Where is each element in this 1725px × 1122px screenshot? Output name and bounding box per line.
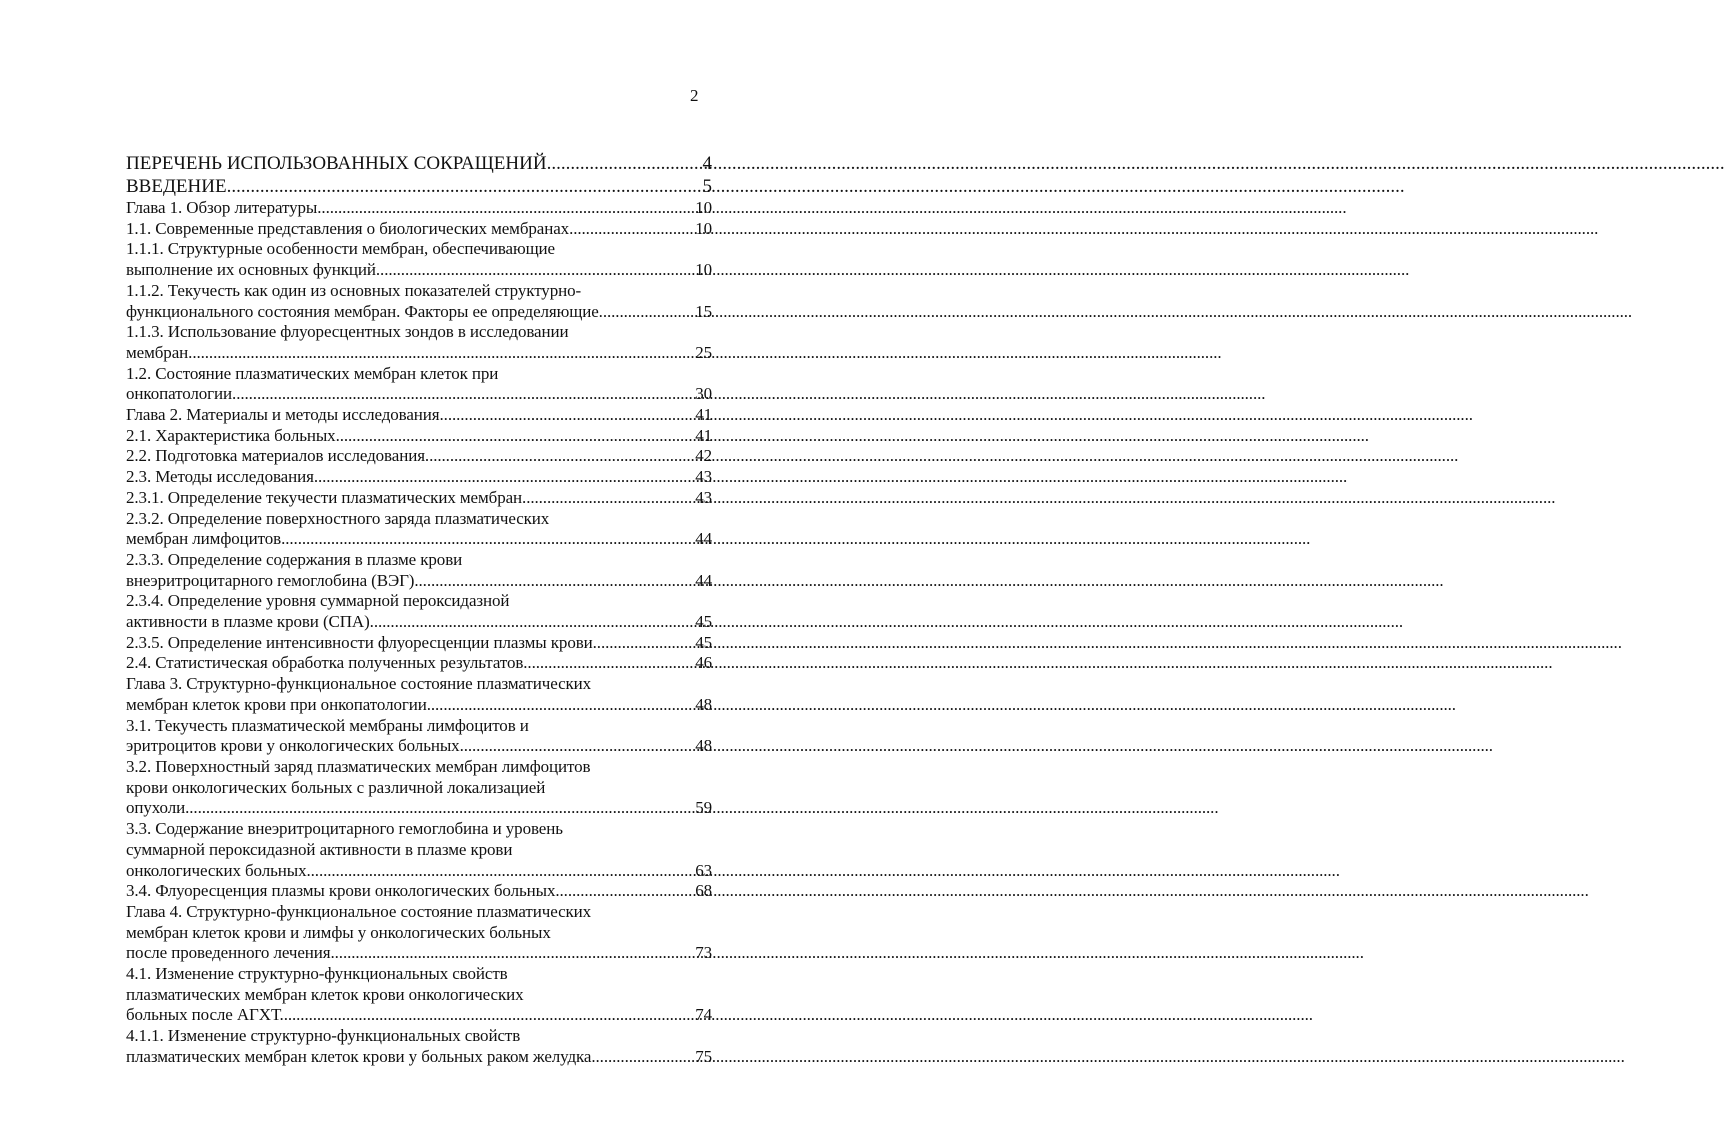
toc-page-number: 15 <box>695 301 712 321</box>
toc-entry <box>126 198 712 219</box>
toc-entry-text: Глава 2. Материалы и методы исследования. <box>126 405 444 425</box>
toc-entry <box>126 281 712 322</box>
toc-entry-text: 4.1.1. Изменение структурно-функциональных свойств <box>126 1026 521 1046</box>
toc-entry-text: функционального состояния мембран. Факторы ее определяющие. <box>126 301 603 321</box>
toc-leader-dots <box>596 1047 695 1068</box>
toc-leader-dots <box>429 446 694 467</box>
toc-leader-dots <box>318 467 694 488</box>
toc-page-number: 10 <box>695 198 712 217</box>
toc-entry-text: суммарной пероксидазной активности в плазме крови <box>126 839 513 859</box>
toc-page-number: 59 <box>695 798 712 818</box>
toc-entry-line <box>126 152 712 175</box>
toc-entry-text: 1.1. Современные представления о биологических мембранах <box>126 218 570 238</box>
toc-entry <box>126 175 712 198</box>
toc-leader-dots <box>189 798 694 819</box>
toc-entry-line <box>126 446 712 467</box>
toc-entry-line <box>126 571 712 592</box>
toc-entry <box>126 152 712 175</box>
toc-entry-text: 1.1.3. Использование флуоресцентных зондов в исследовании <box>126 322 569 342</box>
toc-entry-text: 2.2. Подготовка материалов исследования. <box>126 446 430 466</box>
toc-page-number: 43 <box>695 487 712 507</box>
toc-entry-line <box>126 384 712 405</box>
toc-entry <box>126 446 712 467</box>
toc-entry-line <box>126 653 712 674</box>
toc-entry-line <box>126 550 712 571</box>
document-page <box>0 0 793 1122</box>
toc-page-number: 4 <box>702 153 712 174</box>
toc-entry-line <box>126 426 712 447</box>
toc-leader-dots <box>335 943 695 964</box>
toc-entry <box>126 653 712 674</box>
toc-page-number: 45 <box>695 632 712 652</box>
toc-entry <box>126 509 712 550</box>
toc-leader-dots <box>374 612 694 633</box>
toc-entry <box>126 426 712 447</box>
toc-entry <box>126 364 712 405</box>
table-of-contents <box>126 152 712 1068</box>
toc-leader-dots <box>317 198 694 219</box>
toc-page-number: 44 <box>695 529 712 549</box>
toc-entry-text: 2.3.4. Определение уровня суммарной пероксидазной <box>126 591 510 611</box>
toc-entry-line <box>126 964 712 985</box>
toc-leader-dots <box>340 426 694 447</box>
toc-entry-text: 1.2. Состояние плазматических мембран клеток при <box>126 363 499 383</box>
toc-leader-dots <box>603 302 694 323</box>
toc-entry-line <box>126 364 712 385</box>
toc-entry-text: внеэритроцитарного гемоглобина (ВЭГ) <box>126 570 415 590</box>
toc-entry-text: 2.3.3. Определение содержания в плазме крови <box>126 549 463 569</box>
toc-leader-dots <box>311 861 695 882</box>
toc-entry-line <box>126 985 712 1006</box>
toc-page-number: 41 <box>695 405 712 425</box>
toc-page-number: 45 <box>695 612 712 632</box>
toc-entry-text: Глава 1. Обзор литературы <box>126 198 318 217</box>
toc-page-number: 63 <box>695 860 712 880</box>
toc-entry-line <box>126 591 712 612</box>
toc-entry-line <box>126 529 712 550</box>
toc-entry-text: 3.1. Текучесть плазматической мембраны лимфоцитов и <box>126 715 529 735</box>
toc-entry-text: 3.2. Поверхностный заряд плазматических мембран лимфоцитов <box>126 756 591 776</box>
toc-leader-dots <box>464 736 694 757</box>
toc-entry-text: Глава 4. Структурно-функциональное состояние плазматических <box>126 901 592 921</box>
toc-entry-line <box>126 633 712 654</box>
toc-entry-line <box>126 322 712 343</box>
toc-entry-text: 2.3.2. Определение поверхностного заряда плазматических <box>126 508 550 528</box>
toc-entry-text: 2.3.5. Определение интенсивности флуоресценции плазмы крови <box>126 632 593 652</box>
toc-entry-line <box>126 281 712 302</box>
toc-entry-line <box>126 175 712 198</box>
toc-entry-line <box>126 260 712 281</box>
toc-page-number: 48 <box>695 736 712 756</box>
toc-entry-text: крови онкологических больных с различной локализацией <box>126 777 546 797</box>
toc-leader-dots <box>523 653 694 674</box>
toc-page-number: 44 <box>695 570 712 590</box>
toc-entry-text: мембран лимфоцитов <box>126 529 282 549</box>
toc-entry-text: 2.3.1. Определение текучести плазматических мембран. <box>126 487 527 507</box>
toc-entry-text: эритроцитов крови у онкологических больных. <box>126 736 464 756</box>
toc-page-number: 25 <box>695 342 712 362</box>
toc-entry-line <box>126 1026 712 1047</box>
toc-entry-line <box>126 612 712 633</box>
toc-entry-line <box>126 1047 712 1068</box>
toc-entry-text: 2.1. Характеристика больных. <box>126 425 340 445</box>
toc-entry-line <box>126 674 712 695</box>
toc-entry <box>126 633 712 654</box>
toc-entry-line <box>126 736 712 757</box>
toc-entry-line <box>126 716 712 737</box>
toc-entry-text: ВВЕДЕНИЕ <box>126 176 227 197</box>
toc-entry-text: 1.1.1. Структурные особенности мембран, обеспечивающие <box>126 239 556 259</box>
toc-entry-line <box>126 488 712 509</box>
toc-entry-line <box>126 302 712 323</box>
toc-entry-line <box>126 819 712 840</box>
toc-entry-text: мембран. <box>126 342 193 362</box>
toc-entry <box>126 757 712 819</box>
toc-entry <box>126 819 712 881</box>
toc-entry-text: плазматических мембран клеток крови онкологических <box>126 984 524 1004</box>
toc-entry-line <box>126 902 712 923</box>
toc-entry-text: Глава 3. Структурно-функциональное состояние плазматических <box>126 674 592 694</box>
toc-leader-dots <box>427 695 694 716</box>
toc-entry <box>126 902 712 964</box>
toc-page-number: 73 <box>695 943 712 963</box>
toc-page-number: 10 <box>695 260 712 280</box>
toc-entry <box>126 488 712 509</box>
toc-leader-dots <box>569 219 694 240</box>
toc-page-number: 48 <box>695 694 712 714</box>
toc-entry <box>126 881 712 902</box>
toc-page-number: 46 <box>695 653 712 673</box>
toc-leader-dots <box>593 633 695 654</box>
toc-leader-dots <box>192 343 694 364</box>
toc-entry-line <box>126 943 712 964</box>
toc-page-number: 5 <box>702 176 712 197</box>
toc-entry-line <box>126 861 712 882</box>
toc-entry-line <box>126 343 712 364</box>
toc-entry <box>126 322 712 363</box>
toc-entry-text: 4.1. Изменение структурно-функциональных свойств <box>126 964 508 984</box>
toc-entry <box>126 219 712 240</box>
toc-entry-text: онкологических больных. <box>126 860 311 880</box>
toc-entry <box>126 405 712 426</box>
toc-entry <box>126 467 712 488</box>
toc-entry-line <box>126 1005 712 1026</box>
toc-page-number: 68 <box>695 881 712 901</box>
toc-entry-line <box>126 219 712 240</box>
toc-entry-text: 2.4. Статистическая обработка полученных результатов <box>126 653 524 673</box>
toc-leader-dots <box>560 881 695 902</box>
toc-entry-text: больных после АГХТ. <box>126 1005 284 1025</box>
toc-entry-line <box>126 467 712 488</box>
toc-entry-text: 3.4. Флуоресценция плазмы крови онкологических больных. <box>126 881 560 901</box>
toc-leader-dots <box>414 571 694 592</box>
page-number: 2 <box>690 86 699 105</box>
toc-entry-line <box>126 778 712 799</box>
toc-leader-dots <box>281 529 694 550</box>
toc-entry-text: мембран клеток крови при онкопатологии <box>126 694 427 714</box>
toc-leader-dots <box>284 1005 694 1026</box>
toc-entry-text: опухоли. <box>126 798 190 818</box>
toc-entry-text: мембран клеток крови и лимфы у онкологических больных <box>126 922 551 942</box>
toc-entry <box>126 1026 712 1067</box>
toc-page-number: 74 <box>695 1005 712 1025</box>
toc-entry-text: онкопатологии. <box>126 384 237 404</box>
toc-entry-line <box>126 198 712 219</box>
toc-page-number: 43 <box>695 467 712 487</box>
toc-entry <box>126 550 712 591</box>
toc-leader-dots <box>526 488 694 509</box>
toc-entry-text: 1.1.2. Текучесть как один из основных показателей структурно- <box>126 280 582 300</box>
toc-entry-text: 3.3. Содержание внеэритроцитарного гемоглобина и уровень <box>126 819 563 839</box>
toc-leader-dots <box>227 175 702 198</box>
toc-entry <box>126 239 712 280</box>
toc-entry-line <box>126 840 712 861</box>
toc-entry-text: 2.3. Методы исследования. <box>126 467 318 487</box>
toc-entry-line <box>126 881 712 902</box>
toc-entry <box>126 674 712 715</box>
toc-entry-line <box>126 509 712 530</box>
toc-entry <box>126 591 712 632</box>
toc-entry-line <box>126 695 712 716</box>
toc-leader-dots <box>444 405 695 426</box>
toc-page-number: 10 <box>695 218 712 238</box>
toc-leader-dots <box>547 152 702 175</box>
toc-entry-line <box>126 923 712 944</box>
toc-entry-text: плазматических мембран клеток крови у больных раком желудка. <box>126 1046 596 1066</box>
toc-entry-text: ПЕРЕЧЕНЬ ИСПОЛЬЗОВАННЫХ СОКРАЩЕНИЙ <box>126 153 547 174</box>
toc-entry-text: активности в плазме крови (СПА). <box>126 612 374 632</box>
toc-entry <box>126 716 712 757</box>
toc-entry-line <box>126 405 712 426</box>
toc-entry-text: после проведенного лечения. <box>126 943 335 963</box>
toc-page-number: 42 <box>695 446 712 466</box>
toc-entry-text: выполнение их основных функций. <box>126 260 381 280</box>
toc-page-number: 41 <box>695 425 712 445</box>
toc-entry-line <box>126 239 712 260</box>
toc-leader-dots <box>380 260 694 281</box>
toc-page-number: 30 <box>695 384 712 404</box>
toc-entry-line <box>126 798 712 819</box>
toc-entry <box>126 964 712 1026</box>
toc-page-number: 75 <box>695 1046 712 1066</box>
toc-entry-line <box>126 757 712 778</box>
toc-leader-dots <box>236 384 694 405</box>
